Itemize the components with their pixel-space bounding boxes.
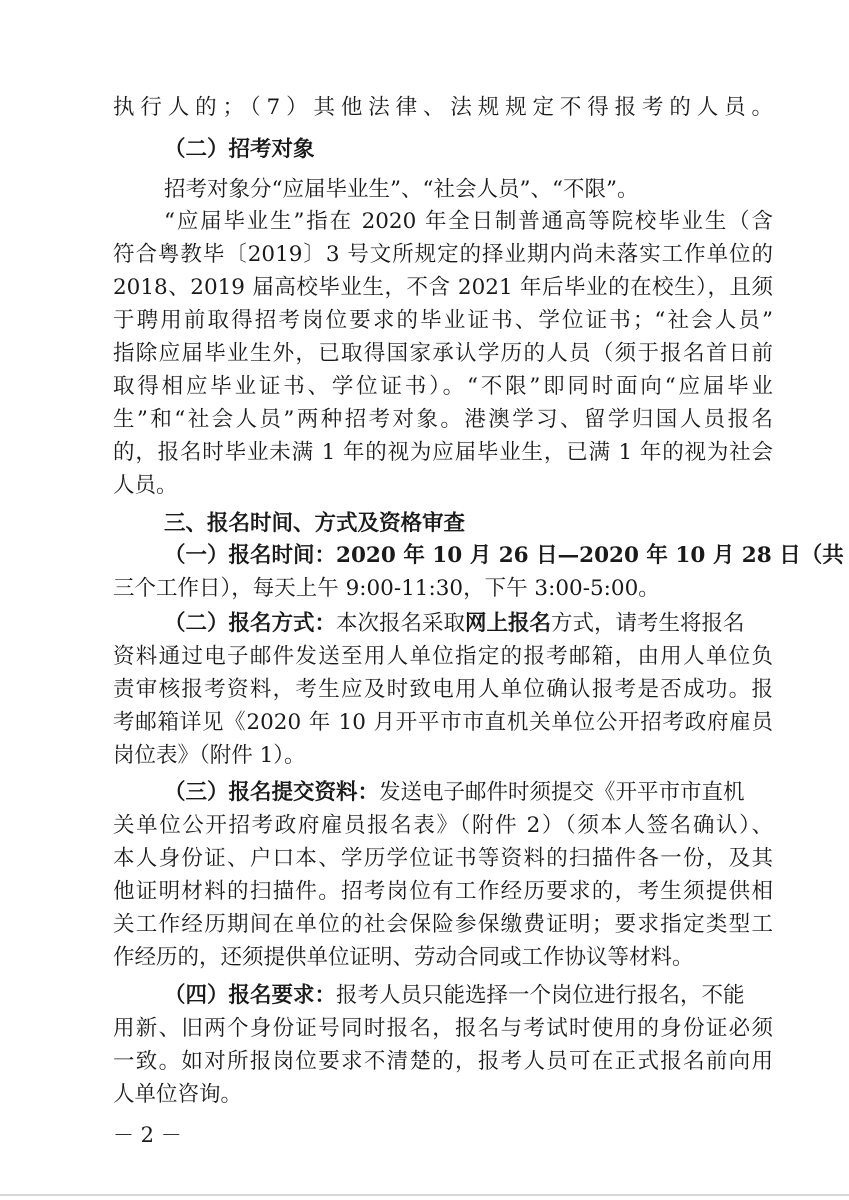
paragraph-line: 考邮箱详见《2020 年 10 月开平市市直机关单位公开招考政府雇员 xyxy=(113,710,773,735)
paragraph-line: 指除应届毕业生外，已取得国家承认学历的人员（须于报名首日前 xyxy=(113,341,773,366)
section-heading-recruitment-target: （二）招考对象 xyxy=(164,137,315,162)
paragraph-line: 执行人的；（7）其他法律、法规规定不得报考的人员。 xyxy=(113,95,773,120)
paragraph-line: 于聘用前取得招考岗位要求的毕业证书、学位证书；“社会人员” xyxy=(113,308,773,333)
paragraph-line: 的，报名时毕业未满 1 年的视为应届毕业生，已满 1 年的视为社会 xyxy=(113,440,773,465)
registration-requirements-text: 报考人员只能选择一个岗位进行报名，不能 xyxy=(336,983,745,1008)
paragraph-line: 关单位公开招考政府雇员报名表》（附件 2）（须本人签名确认）、 xyxy=(113,813,773,838)
paragraph-line: 资料通过电子邮件发送至用人单位指定的报考邮箱，由用人单位负 xyxy=(113,644,773,669)
registration-method-text-tail: 方式，请考生将报名 xyxy=(551,611,745,636)
submission-materials-line xyxy=(164,777,773,809)
registration-method-label: （二）报名方式： xyxy=(164,611,337,636)
registration-time-detail: 三个工作日），每天上午 9:00-11:30，下午 3:00-5:00。 xyxy=(113,576,660,601)
registration-method-text: 本次报名采取 xyxy=(336,611,466,636)
paragraph-line: 一致。如对所报岗位要求不清楚的，报考人员可在正式报名前向用 xyxy=(113,1049,773,1074)
registration-time-line: （一）报名时间：2020 年 10 月 26 日—2020 年 10 月 28 日（共 xyxy=(164,543,844,568)
section-heading-registration: 三、报名时间、方式及资格审查 xyxy=(164,511,466,536)
online-registration-emphasis: 网上报名 xyxy=(465,611,552,636)
registration-requirements-label: （四）报名要求： xyxy=(164,983,337,1008)
paragraph-line: 岗位表》（附件 1）。 xyxy=(113,743,306,768)
paragraph-line: 招考对象分“应届毕业生”、“社会人员”、“不限”。 xyxy=(164,177,639,202)
page-number: － 2 － xyxy=(113,1123,182,1147)
paragraph-line: 本人身份证、户口本、学历学位证书等资料的扫描件各一份，及其 xyxy=(113,846,773,871)
paragraph-line: 生”和“社会人员”两种招考对象。港澳学习、留学归国人员报名 xyxy=(113,407,773,432)
paragraph-line: 用新、旧两个身份证号同时报名，报名与考试时使用的身份证必须 xyxy=(113,1016,773,1041)
paragraph-line: 人员。 xyxy=(113,473,178,498)
paragraph-line: 符合粤教毕〔2019〕3 号文所规定的择业期内尚未落实工作单位的 xyxy=(113,242,773,267)
submission-materials-text: 发送电子邮件时须提交《开平市市直机 xyxy=(379,780,745,805)
registration-requirements-line xyxy=(164,980,773,1012)
paragraph-line: 他证明材料的扫描件。招考岗位有工作经历要求的，考生须提供相 xyxy=(113,879,773,904)
paragraph-line: 关工作经历期间在单位的社会保险参保缴费证明；要求指定类型工 xyxy=(113,912,773,937)
paragraph-line: 取得相应毕业证书、学位证书）。“不限”即同时面向“应届毕业 xyxy=(113,374,773,399)
paragraph-line: 2018、2019 届高校毕业生，不含 2021 年后毕业的在校生），且须 xyxy=(113,275,773,300)
paragraph-line: 责审核报考资料，考生应及时致电用人单位确认报考是否成功。报 xyxy=(113,677,773,702)
paragraph-line: “应届毕业生”指在 2020 年全日制普通高等院校毕业生（含 xyxy=(164,209,773,234)
paragraph-line: 作经历的，还须提供单位证明、劳动合同或工作协议等材料。 xyxy=(113,945,694,970)
submission-materials-label: （三）报名提交资料： xyxy=(164,780,380,805)
paragraph-line: 人单位咨询。 xyxy=(113,1082,243,1107)
registration-method-line xyxy=(164,608,773,640)
scan-edge-divider xyxy=(0,1194,849,1196)
